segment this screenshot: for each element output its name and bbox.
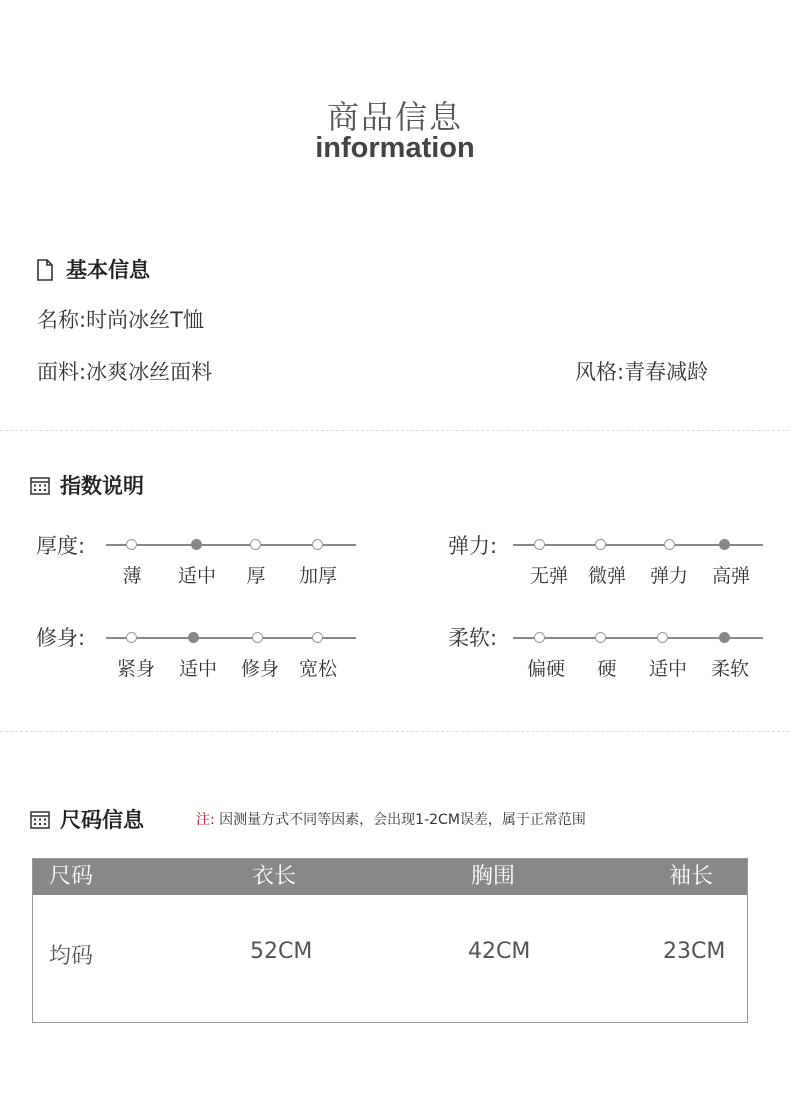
style-label: 风格:: [575, 360, 625, 384]
style-line: [575, 356, 708, 386]
scale-dot-selected: [719, 632, 730, 643]
scale-dot: [534, 539, 545, 550]
table-cell: 42CM: [468, 939, 531, 964]
scale-label: 修身:: [36, 626, 86, 650]
scale-option: 适中: [178, 658, 217, 680]
scale-option: 适中: [177, 565, 216, 587]
scale-option: 加厚: [298, 565, 337, 587]
size-title: 尺码信息: [60, 808, 144, 832]
scale-option: 厚: [246, 565, 266, 587]
page-title-cn: 商品信息: [326, 98, 463, 136]
fabric-label: 面料:: [37, 360, 87, 384]
table-cell: 均码: [49, 944, 94, 969]
scale-dot: [250, 539, 261, 550]
document-icon: [36, 259, 56, 279]
scale-option: 高弹: [711, 565, 750, 587]
table-header-cell: 衣长: [252, 864, 297, 889]
calendar-icon: [30, 809, 50, 829]
table-cell: 23CM: [663, 939, 726, 964]
scale-dot-selected: [191, 539, 202, 550]
fabric-value: 冰爽冰丝面料: [86, 360, 213, 384]
table-header-cell: 袖长: [669, 864, 714, 889]
basic-info-title: 基本信息: [66, 258, 150, 282]
scale-dot: [595, 539, 606, 550]
table-header: [33, 859, 747, 895]
scale-option: 偏硬: [526, 658, 565, 680]
scale-dot: [126, 539, 137, 550]
scale-label: 弹力:: [448, 534, 498, 558]
note-prefix: 注:: [196, 812, 215, 828]
name-value: 时尚冰丝T恤: [86, 308, 204, 332]
size-header: [30, 804, 144, 834]
scale-option: 紧身: [116, 658, 155, 680]
divider: [0, 430, 790, 431]
product-name-line: [37, 304, 204, 334]
scale-label: 厚度:: [36, 534, 86, 558]
scale-label: 柔软:: [448, 626, 498, 650]
scale-option: 柔软: [710, 658, 749, 680]
scale-dot: [312, 539, 323, 550]
divider: [0, 731, 790, 732]
basic-info-header: [36, 254, 150, 284]
style-value: 青春减龄: [624, 360, 709, 384]
table-cell: 52CM: [250, 939, 313, 964]
scale-dot-selected: [188, 632, 199, 643]
fabric-line: [37, 356, 212, 386]
calendar-icon: [30, 475, 50, 495]
size-table: [32, 858, 748, 1023]
page-title-en: information: [315, 132, 475, 164]
scale-dot: [312, 632, 323, 643]
scale-option: 宽松: [298, 658, 337, 680]
scale-dot-selected: [719, 539, 730, 550]
scale-dot: [595, 632, 606, 643]
scale-option: 微弹: [587, 565, 626, 587]
table-header-cell: 尺码: [49, 864, 94, 889]
scale-dot: [657, 632, 668, 643]
scale-dot: [664, 539, 675, 550]
index-title: 指数说明: [60, 474, 144, 498]
index-header: [30, 470, 144, 500]
size-note: [196, 809, 586, 829]
note-text: 因测量方式不同等因素，会出现1-2CM误差，属于正常范围: [219, 812, 586, 828]
scale-option: 无弹: [529, 565, 568, 587]
scale-option: 薄: [122, 565, 142, 587]
scale-option: 硬: [597, 658, 617, 680]
table-header-cell: 胸围: [471, 864, 516, 889]
scale-option: 弹力: [649, 565, 688, 587]
scale-option: 适中: [648, 658, 687, 680]
scale-dot: [534, 632, 545, 643]
scale-option: 修身: [240, 658, 279, 680]
scale-dot: [126, 632, 137, 643]
name-label: 名称:: [37, 308, 87, 332]
scale-dot: [252, 632, 263, 643]
